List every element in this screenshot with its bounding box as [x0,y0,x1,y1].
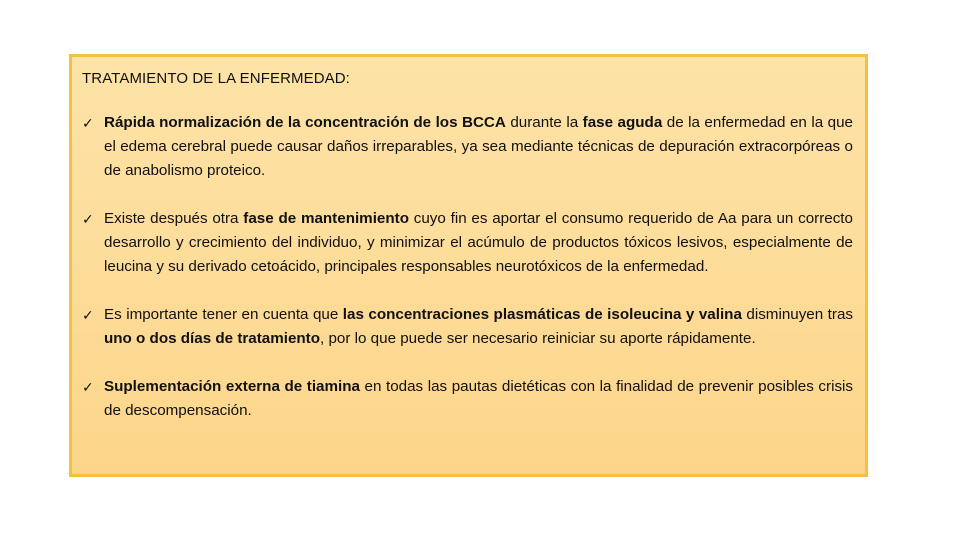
bullet-text-bold: fase aguda [582,114,663,131]
bullet-text: durante la [505,114,583,131]
checkmark-icon: ✓ [82,211,94,227]
bullet-text: Es importante tener en cuenta que [104,306,343,323]
bullet-list [82,111,853,423]
bullet-item [82,375,853,423]
bullet-text: disminuyen tras [741,306,853,323]
bullet-item [82,111,853,183]
bullet-text-bold: las concentraciones plasmáticas de isoleucina y valina [342,306,742,323]
bullet-text: cuyo fin es aportar el consumo requerido de Aa para un correcto desarrollo y crecimiento del individuo, y minimizar el acúmulo de productos tóxicos lesivos, especialmente de leucina y su derivado cetoácido, principales responsables neurotóxicos de la enfermedad. [104,210,853,275]
bullet-text-bold: Suplementación externa de tiamina [104,378,360,395]
bullet-text: de la enfermedad en la que el edema cerebral puede causar daños irreparables, ya sea mediante técnicas de depuración extracorpóreas o de anabolismo proteico. [104,114,853,179]
treatment-panel [69,54,868,477]
checkmark-icon: ✓ [82,379,94,395]
bullet-item [82,207,853,279]
bullet-item [82,303,853,351]
bullet-text-bold: uno o dos días de tratamiento [104,330,321,347]
bullet-text: en todas las pautas dietéticas con la finalidad de prevenir posibles crisis de descompensación. [104,378,854,419]
bullet-text: , por lo que puede ser necesario reiniciar su aporte rápidamente. [320,330,756,347]
checkmark-icon: ✓ [82,115,94,131]
checkmark-icon: ✓ [82,307,94,323]
bullet-text-bold: Rápida normalización de la concentración de los BCCA [104,114,506,131]
bullet-text: Existe después otra [104,210,244,227]
bullet-text-bold: fase de mantenimiento [243,210,409,227]
panel-title: TRATAMIENTO DE LA ENFERMEDAD: [82,70,350,87]
